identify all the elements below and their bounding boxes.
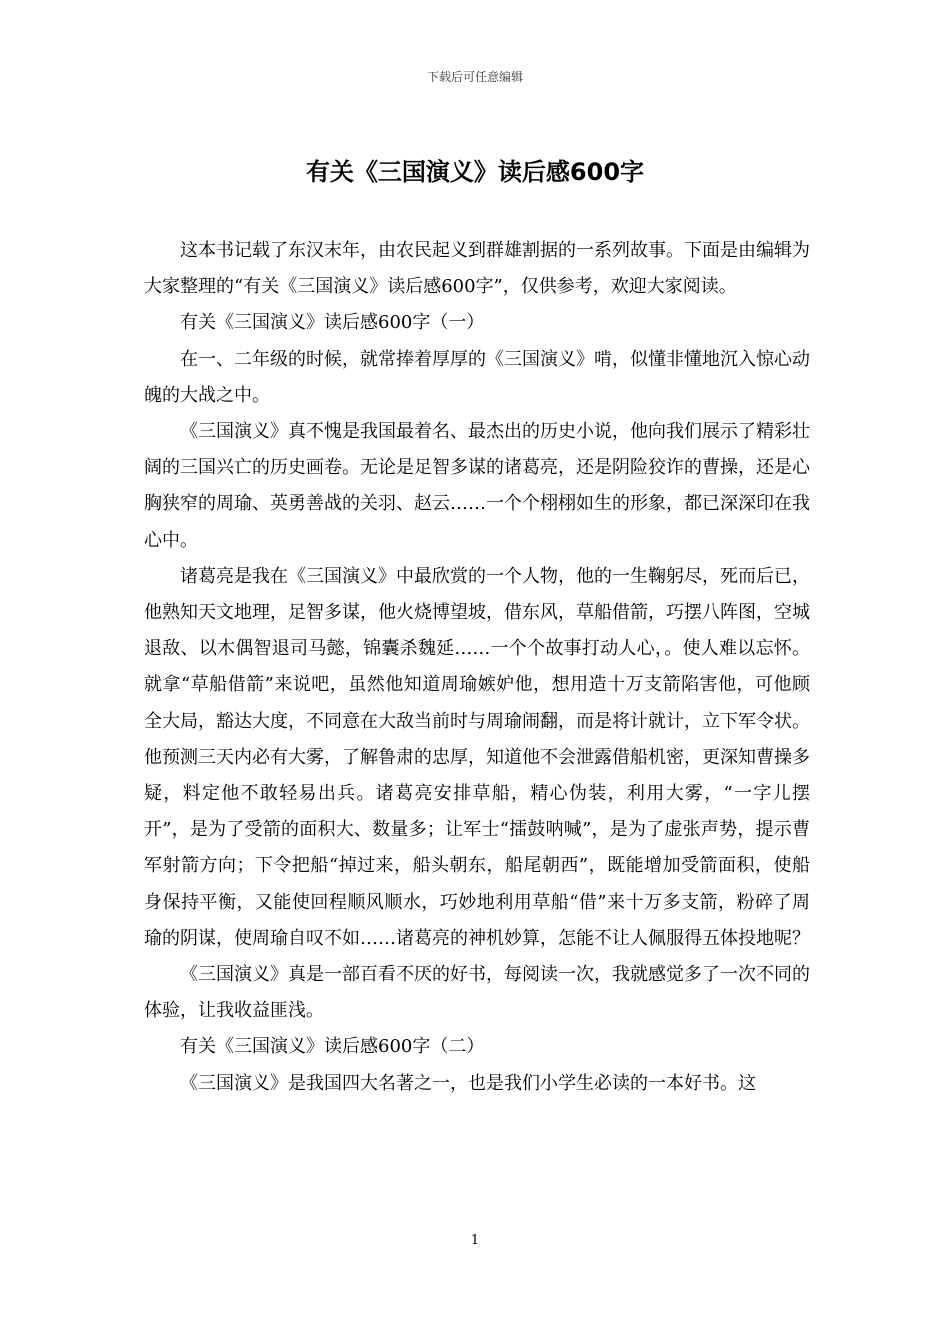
body-paragraph: 《三国演义》真不愧是我国最着名、最杰出的历史小说，他向我们展示了精彩壮阔的三国兴亡的历史画卷。无论是足智多谋的诸葛亮，还是阴险狡诈的曹操，还是心胸狭窄的周瑜、英勇善战的关羽、赵云……一个个栩栩如生的形象，都已深深印在我心中。 (144, 421, 810, 551)
document-body (144, 233, 810, 1102)
header-note: 下载后可任意编辑 (426, 70, 523, 84)
body-paragraph: 诸葛亮是我在《三国演义》中最欣赏的一个人物，他的一生鞠躬尽，死而后已，他熟知天文地理，足智多谋，他火烧博望坡，借东风，草船借箭，巧摆八阵图，空城退敌、以木偶智退司马懿，锦囊杀魏延……一个个故事打动人心，。使人难以忘怀。就拿“草船借箭”来说吧，虽然他知道周瑜嫉妒他，想用造十万支箭陷害他，可他顾全大局，豁达大度，不同意在大敌当前时与周瑜闹翻，而是将计就计，立下军令状。他预测三天内必有大雾，了解鲁肃的忠厚，知道他不会泄露借船机密，更深知曹操多疑，料定他不敢轻易出兵。诸葛亮安排草船，精心伪装，利用大雾，“一字儿摆开”，是为了受箭的面积大、数量多；让军士“擂鼓呐喊”，是为了虚张声势，提示曹军射箭方向；下令把船“掉过来，船头朝东，船尾朝西”，既能增加受箭面积，使船身保持平衡，又能使回程顺风顺水，巧妙地利用草船“借”来十万多支箭，粉碎了周瑜的阴谋，使周瑜自叹不如……诸葛亮的神机妙算，怎能不让人佩服得五体投地呢？ (144, 565, 810, 949)
body-paragraph: 《三国演义》真是一部百看不厌的好书，每阅读一次，我就感觉多了一次不同的体验，让我收益匪浅。 (144, 964, 810, 1022)
document-title: 有关《三国演义》读后感600字 (305, 158, 645, 186)
intro-paragraph: 这本书记载了东汉末年，由农民起义到群雄割据的一系列故事。下面是由编辑为大家整理的“有关《三国演义》读后感600字”，仅供参考，欢迎大家阅读。 (144, 240, 810, 298)
page-number: 1 (470, 1233, 480, 1248)
body-paragraph: 《三国演义》是我国四大名著之一，也是我们小学生必读的一本好书。这 (180, 1072, 756, 1094)
section-heading-one: 有关《三国演义》读后感600字（一） (180, 312, 485, 334)
body-paragraph: 在一、二年级的时候，就常捧着厚厚的《三国演义》啃，似懂非懂地沉入惊心动魄的大战之中。 (144, 348, 810, 406)
section-heading-two: 有关《三国演义》读后感600字（二） (180, 1036, 485, 1058)
